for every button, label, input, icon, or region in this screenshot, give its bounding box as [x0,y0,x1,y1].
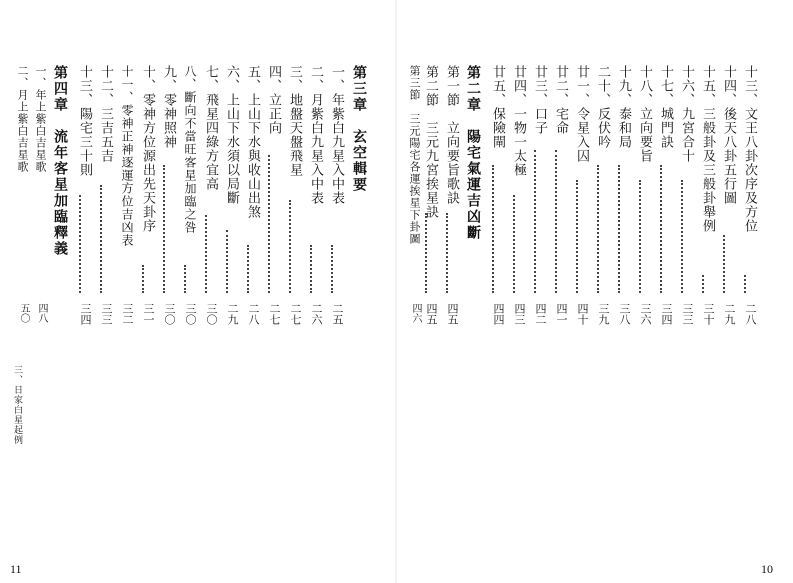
toc-entry [630,65,652,355]
dot-leader [446,213,450,293]
toc-entry [588,65,610,355]
toc-page-number: 四五 [446,303,459,325]
dot-leader [576,180,580,293]
toc-entry-title: 十三、陽宅三十則 [77,65,92,177]
toc-entry [525,65,547,355]
toc-entry [504,65,526,355]
toc-page-number: 四四 [492,303,505,325]
dot-leader [79,195,83,293]
dot-leader [100,185,104,293]
toc-page-number: 四八 [36,303,47,323]
toc-entry-title: 廿五、保險閘 [490,65,505,149]
toc-page-number: 二七 [289,303,302,325]
toc-entry [175,65,197,355]
toc-entry [8,65,29,355]
toc-page-number: 三三 [100,303,113,325]
toc-entry-title: 八、斷向不當旺客星加臨之咎 [183,65,197,234]
dot-leader [226,230,230,293]
toc-page-number: 三八 [618,303,631,325]
toc-entry-title: 五、上山下水與收山出煞 [245,65,260,219]
toc-page-number: 二六 [310,303,323,325]
toc-entry-title: 廿三、口子 [532,65,547,135]
toc-page-number: 二九 [723,303,736,325]
book-gutter [395,0,397,583]
toc-entry [672,65,694,355]
toc-entry [735,65,757,355]
dot-leader [555,150,559,293]
toc-chapter-title: 第四章 流年客星加臨釋義 [52,65,68,257]
toc-entry [196,65,218,355]
dot-leader [681,180,685,293]
toc-page-number: 四二 [534,303,547,325]
toc-page-number: 三一 [142,303,155,325]
toc-entry-title: 十六、九宮合十 [679,65,694,163]
toc-entry [259,65,281,355]
dot-leader [492,165,496,293]
toc-entry [437,65,459,355]
toc-chapter-heading [345,65,367,355]
dot-leader [425,213,429,293]
dot-leader [723,235,727,293]
toc-entry-title: 廿四、一物一太極 [511,65,526,177]
dot-leader [597,165,601,293]
dot-leader [142,265,146,293]
dot-leader [618,165,622,293]
dot-leader [184,265,188,293]
toc-page-number: 三九 [597,303,610,325]
toc-entry [714,65,736,355]
dot-leader [310,245,314,293]
toc-entry-title: 六、上山下水須以局斷 [224,65,239,205]
toc-entry-title: 十八、立向要旨 [637,65,652,163]
toc-entry-title: 四、立正向 [266,65,281,135]
toc-entry-title: 二、月上紫白吉星歌 [16,65,29,173]
toc-entry [693,65,715,355]
toc-entry-title: 十、零神方位源出先天卦序 [140,65,155,233]
toc-entry [301,65,323,355]
toc-entry-title: 十四、後天八卦五行圖 [721,65,736,205]
toc-page-number: 三十 [702,303,715,325]
dot-leader [744,275,748,293]
dot-leader [660,165,664,293]
toc-entry [238,65,260,355]
toc-entry [217,65,239,355]
toc-entry [400,65,421,355]
toc-page-number: 五〇 [18,303,29,323]
toc-entry-title: 十九、泰和局 [616,65,631,149]
toc-entry-title: 二十、反伏吟 [595,65,610,149]
toc-entry [70,65,92,355]
dot-leader [163,165,167,293]
toc-entry-title: 十三、文王八卦次序及方位 [742,65,757,233]
toc-entry-title: 十七、城門訣 [658,65,673,149]
toc-entry-title: 九、零神照神 [161,65,176,149]
toc-entry-title: 二、月紫白九星入中表 [308,65,323,205]
toc-page-number: 三〇 [163,303,176,325]
toc-entry [322,65,344,355]
dot-leader [534,150,538,293]
toc-entry [112,65,134,355]
toc-entry [91,65,113,355]
toc-entry-title: 十二、三吉五吉 [98,65,113,163]
dot-leader [639,180,643,293]
toc-entry [546,65,568,355]
toc-page-number: 四六 [410,303,421,323]
dot-leader [268,155,272,293]
toc-page-number: 三三 [681,303,694,325]
page-number-left: 11 [10,562,22,576]
toc-page-number: 三四 [79,303,92,325]
toc-page-number: 四一 [555,303,568,325]
toc-entry-title: 十五、三般卦及三般卦舉例 [700,65,715,233]
toc-page-number: 二八 [247,303,260,325]
page-number-right: 10 [761,562,773,576]
toc-entry [651,65,673,355]
toc-entry [280,65,302,355]
toc-page-number: 二八 [744,303,757,325]
toc-page-number: 三六 [639,303,652,325]
dot-leader [513,195,517,293]
dot-leader [247,245,251,293]
toc-chapter-heading [459,65,481,355]
toc-page-number: 三四 [660,303,673,325]
toc-page-number: 四五 [425,303,438,325]
toc-chapter-title: 第二章 陽宅氣運吉凶斷 [465,65,481,241]
dot-leader [289,200,293,293]
toc-entry-title: 七、飛星四綠方宜高 [203,65,218,191]
toc-entry-title: 一、年上紫白吉星歌 [34,65,47,173]
toc-entry-title: 第三節 三元陽宅各運挨星下卦圖 [408,65,421,245]
dot-leader [331,245,335,293]
toc-page-number: 四十 [576,303,589,325]
toc-page-number: 三〇 [184,303,197,325]
toc-page-number: 四三 [513,303,526,325]
toc-page-number: 二五 [331,303,344,325]
toc-entry-title: 一、年紫白九星入中表 [329,65,344,205]
toc-entry [483,65,505,355]
toc-entry [567,65,589,355]
toc-page-number: 三二 [121,303,134,325]
toc-entry [133,65,155,355]
dot-leader [205,215,209,293]
toc-entry-title: 三、日家白星起例 [12,365,22,445]
toc-page-number: 二七 [268,303,281,325]
toc-entry [609,65,631,355]
toc-page-number: 二九 [226,303,239,325]
toc-chapter-heading [46,65,68,355]
toc-page-number: 三〇 [205,303,218,325]
dot-leader [702,275,706,293]
toc-chapter-title: 第三章 玄空輯要 [351,65,367,193]
toc-entry-title: 廿一、令星入囚 [574,65,589,163]
toc-entry-title: 十一、零神正神逐運方位吉凶表 [120,65,134,247]
toc-entry [0,365,22,445]
toc-entry-title: 第二節 三元九宮挨星訣 [423,65,438,219]
toc-entry-title: 第一節 立向要旨歌訣 [444,65,459,205]
toc-entry-title: 廿二、宅命 [553,65,568,135]
toc-entry [154,65,176,355]
toc-entry-title: 三、地盤天盤飛星 [287,65,302,177]
